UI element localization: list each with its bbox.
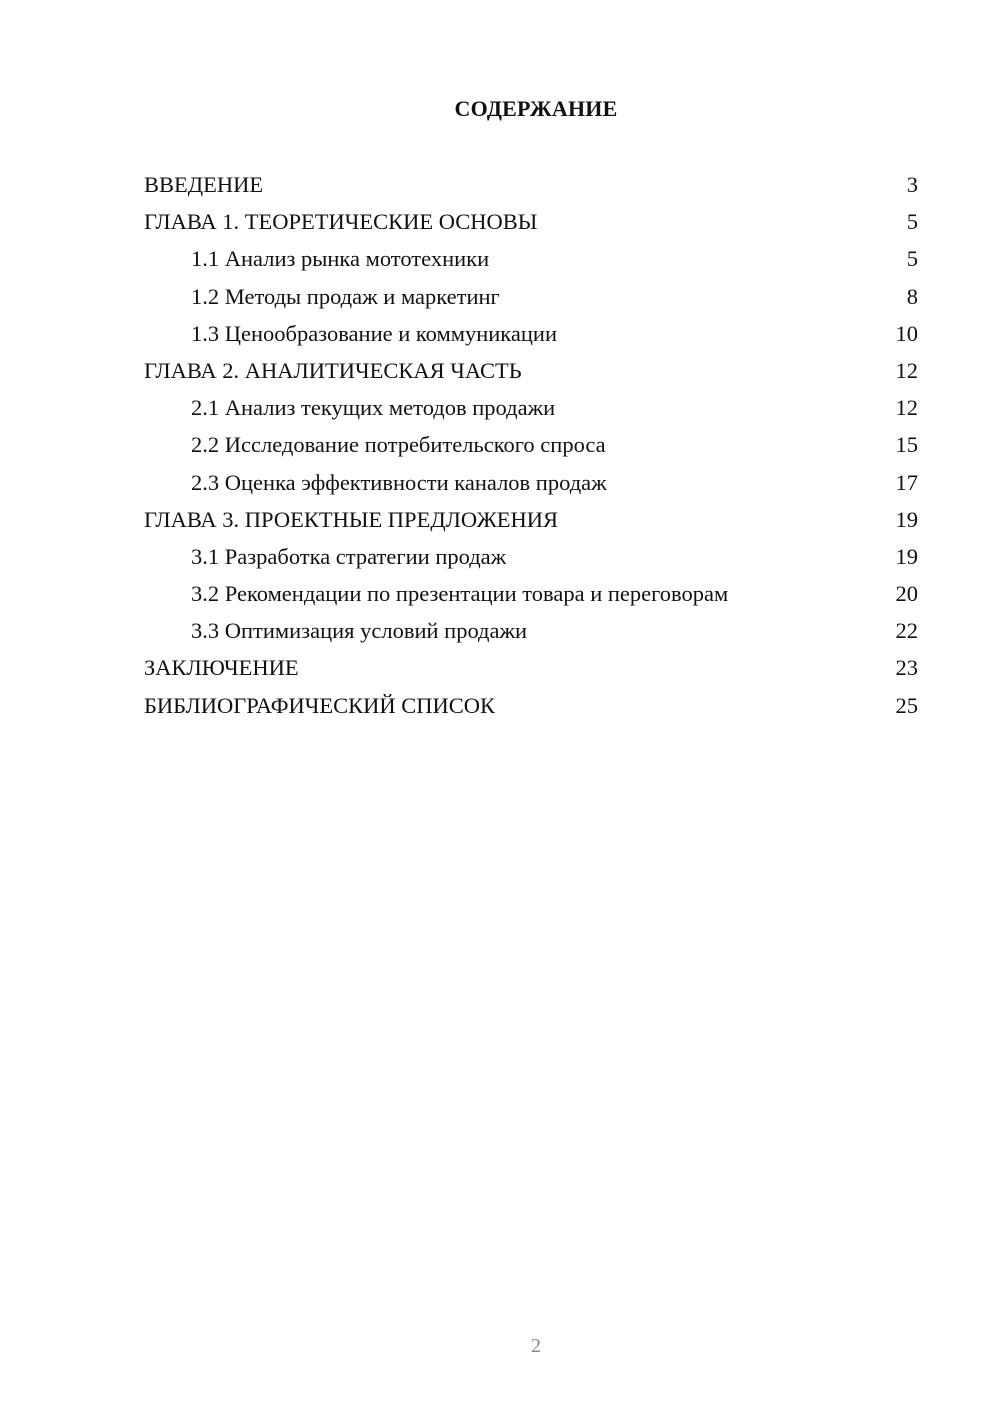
toc-entry-section-2-3 [144,464,918,501]
toc-entry-page: 5 [906,246,918,272]
toc-entry-label: 3.1 Разработка стратегии продаж [191,543,507,569]
toc-entry-label: 3.2 Рекомендации по презентации товара и переговорам [191,581,729,607]
toc-entry-page: 12 [895,357,918,383]
toc-entry-chapter-1 [144,203,918,240]
toc-entry-page: 22 [895,618,918,644]
toc-entry-section-3-3 [144,612,918,649]
toc-entry-label: 2.1 Анализ текущих методов продажи [191,395,556,421]
toc-entry-section-1-2 [144,278,918,315]
toc-entry-page: 15 [895,432,918,458]
toc-entry-page: 12 [895,395,918,421]
toc-entry-label: ГЛАВА 3. ПРОЕКТНЫЕ ПРЕДЛОЖЕНИЯ [144,506,559,532]
toc-title: СОДЕРЖАНИЕ [454,96,618,121]
toc-entry-label: 1.1 Анализ рынка мототехники [191,246,490,272]
toc-entry-chapter-2 [144,352,918,389]
toc-entry-introduction [144,166,918,203]
toc-entry-section-2-1 [144,389,918,426]
toc-entry-label: БИБЛИОГРАФИЧЕСКИЙ СПИСОК [144,692,496,718]
toc-entry-label: ГЛАВА 2. АНАЛИТИЧЕСКАЯ ЧАСТЬ [144,357,522,383]
toc-entry-label: 1.3 Ценообразование и коммуникации [191,320,558,346]
toc-entry-page: 5 [906,209,918,235]
page-number: 2 [531,1335,541,1357]
toc-entry-label: ВВЕДЕНИЕ [144,172,264,197]
toc-entry-section-2-2 [144,426,918,463]
toc-entry-section-1-1 [144,240,918,277]
toc-entry-chapter-3 [144,501,918,538]
toc-entry-section-1-3 [144,315,918,352]
toc-entry-conclusion [144,649,918,686]
toc-entry-page: 20 [895,581,918,607]
toc-entry-page: 8 [906,283,918,309]
toc-entry-section-3-1 [144,538,918,575]
toc-entry-bibliography [144,687,918,724]
toc-entry-page: 25 [895,692,918,718]
toc-entry-label: 2.2 Исследование потребительского спроса [191,432,606,458]
toc-entry-page: 3 [906,172,918,197]
toc-entry-label: ЗАКЛЮЧЕНИЕ [144,655,299,681]
table-of-contents [144,166,918,724]
toc-entry-label: 3.3 Оптимизация условий продажи [191,618,528,644]
toc-entry-page: 19 [895,543,918,569]
toc-entry-label: 1.2 Методы продаж и маркетинг [191,283,500,309]
toc-entry-label: 2.3 Оценка эффективности каналов продаж [191,469,607,495]
toc-entry-page: 10 [895,320,918,346]
toc-entry-page: 17 [895,469,918,495]
toc-entry-label: ГЛАВА 1. ТЕОРЕТИЧЕСКИЕ ОСНОВЫ [144,209,538,235]
toc-entry-page: 23 [895,655,918,681]
toc-entry-section-3-2 [144,575,918,612]
toc-entry-page: 19 [895,506,918,532]
